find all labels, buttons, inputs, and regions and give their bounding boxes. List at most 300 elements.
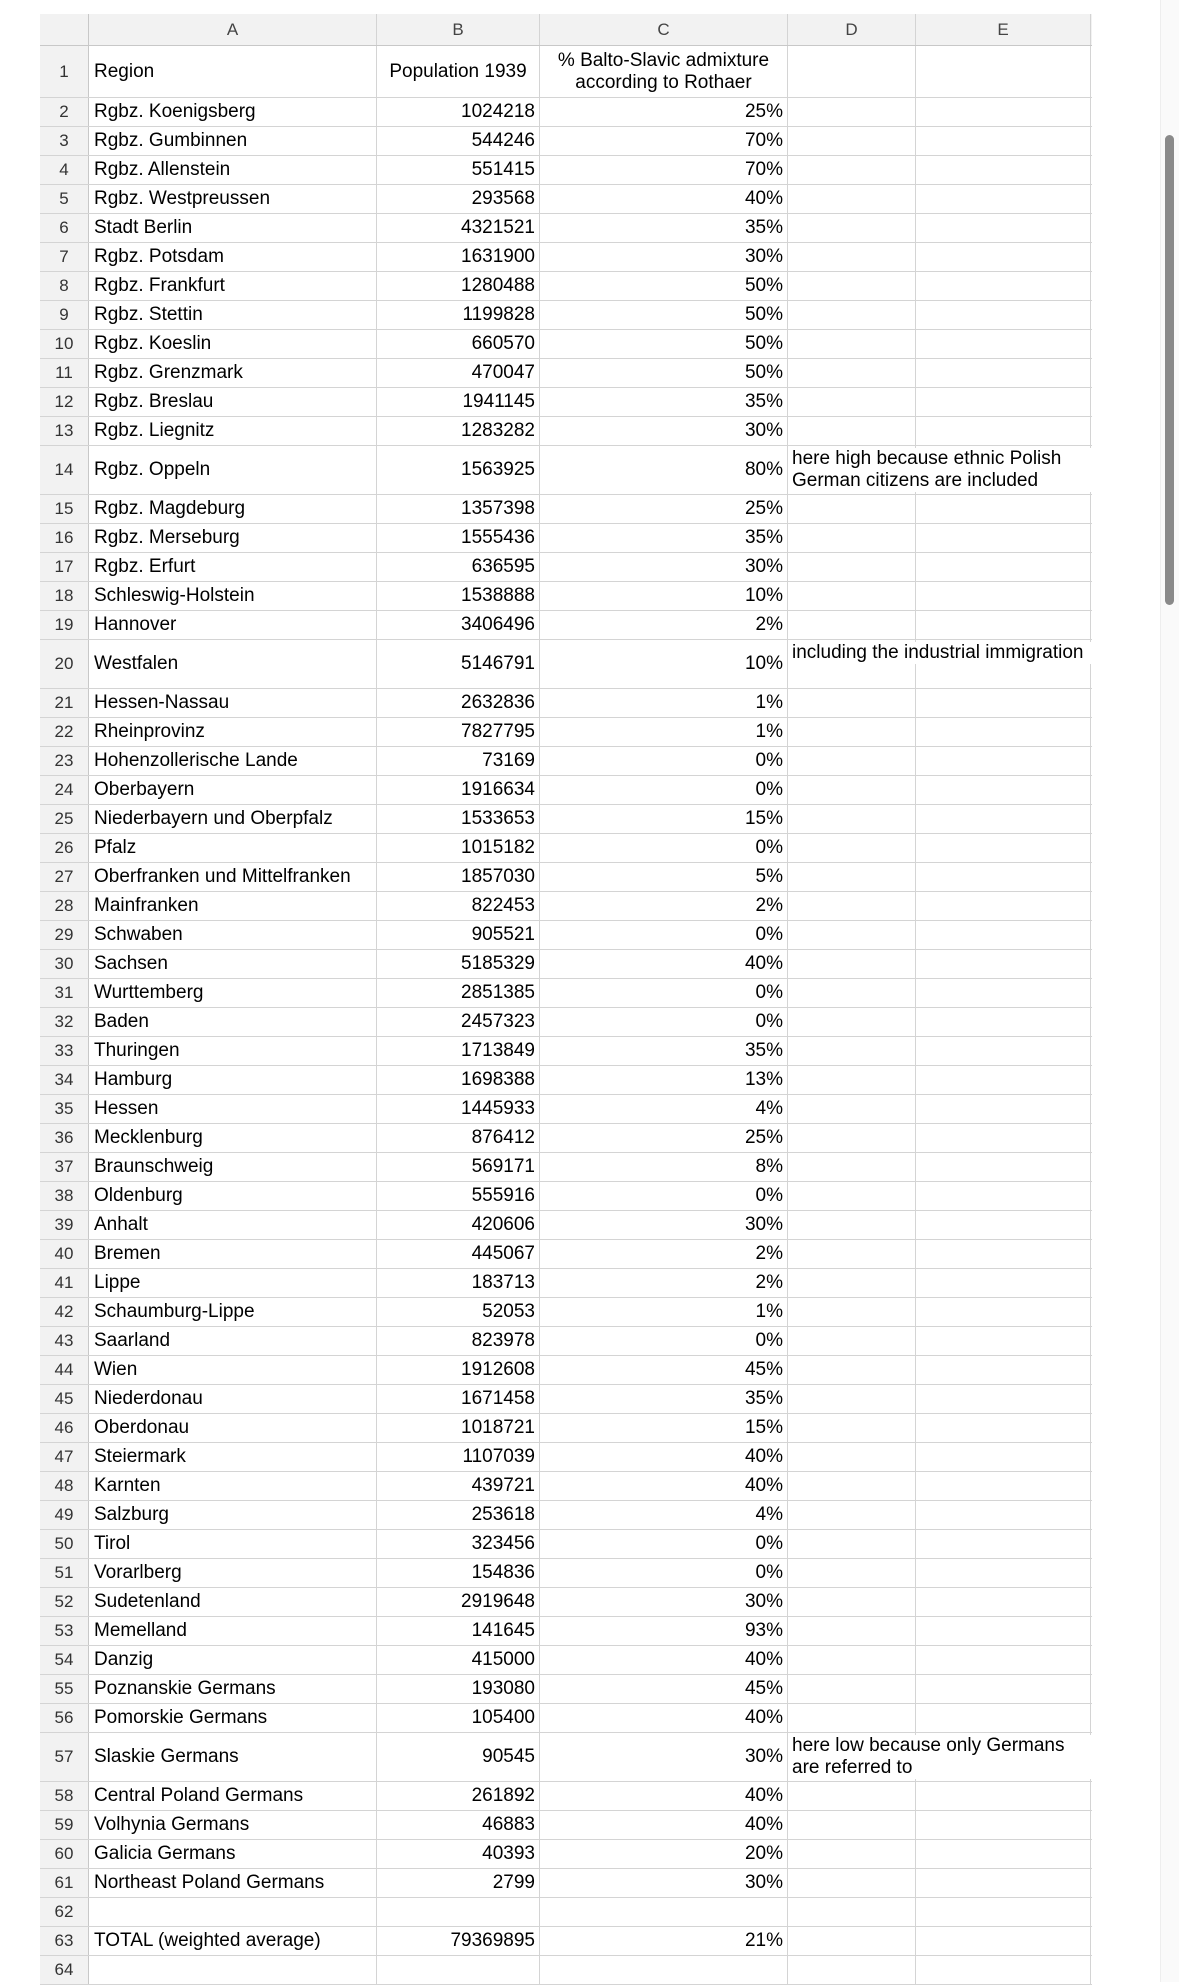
cell-admixture[interactable]: 35% [540,388,788,416]
cell-note[interactable] [788,156,916,184]
cell-population[interactable]: 3406496 [377,611,540,639]
cell-population[interactable]: 1563925 [377,446,540,494]
row-number[interactable]: 49 [40,1501,89,1529]
row-number[interactable]: 18 [40,582,89,610]
cell-admixture[interactable]: 35% [540,524,788,552]
cell-note[interactable] [788,1927,916,1955]
cell-note[interactable] [788,1356,916,1384]
cell-region[interactable]: Schaumburg-Lippe [89,1298,377,1326]
cell-admixture[interactable]: 0% [540,921,788,949]
cell-note[interactable] [788,185,916,213]
cell-e[interactable] [916,1037,1091,1065]
row-number[interactable]: 55 [40,1675,89,1703]
cell-note[interactable] [788,1733,1065,1781]
cell-region[interactable]: Wurttemberg [89,979,377,1007]
row-number[interactable]: 15 [40,495,89,523]
cell-admixture[interactable]: 25% [540,1124,788,1152]
cell-e[interactable] [916,892,1091,920]
row-number[interactable]: 22 [40,718,89,746]
cell-e[interactable] [916,1327,1091,1355]
cell-admixture-header[interactable]: % Balto-Slavic admixture according to Rothaer [540,46,788,97]
cell-population[interactable]: 1015182 [377,834,540,862]
cell-region[interactable]: Rgbz. Frankfurt [89,272,377,300]
cell-note[interactable] [788,1095,916,1123]
row-number[interactable]: 32 [40,1008,89,1036]
cell-e[interactable] [916,834,1091,862]
cell-note[interactable] [788,1675,916,1703]
cell-population[interactable]: 5185329 [377,950,540,978]
cell-region[interactable] [89,1898,377,1926]
cell-population[interactable]: 1533653 [377,805,540,833]
cell-admixture[interactable]: 2% [540,1240,788,1268]
cell-note[interactable] [788,1501,916,1529]
cell-population[interactable]: 154836 [377,1559,540,1587]
cell-e[interactable] [916,417,1091,445]
cell-population[interactable]: 1941145 [377,388,540,416]
row-number[interactable]: 4 [40,156,89,184]
cell-region[interactable]: Central Poland Germans [89,1782,377,1810]
cell-note[interactable] [788,301,916,329]
cell-population[interactable]: 46883 [377,1811,540,1839]
cell-e[interactable] [916,1588,1091,1616]
cell-admixture[interactable]: 10% [540,640,788,688]
cell-population[interactable]: 415000 [377,1646,540,1674]
cell-population[interactable]: 323456 [377,1530,540,1558]
cell-e[interactable] [916,1782,1091,1810]
cell-note[interactable] [788,243,916,271]
row-number[interactable]: 27 [40,863,89,891]
cell-admixture[interactable]: 0% [540,776,788,804]
cell-note[interactable] [788,718,916,746]
cell-population[interactable] [377,1898,540,1926]
row-number[interactable]: 57 [40,1733,89,1781]
column-header-e[interactable]: E [916,14,1091,45]
cell-region[interactable]: Saarland [89,1327,377,1355]
cell-e[interactable] [916,301,1091,329]
cell-population[interactable]: 1445933 [377,1095,540,1123]
cell-admixture[interactable]: 93% [540,1617,788,1645]
cell-note[interactable] [788,747,916,775]
cell-admixture[interactable]: 30% [540,417,788,445]
cell-note[interactable] [788,640,1084,688]
cell-note[interactable] [788,1066,916,1094]
cell-e[interactable] [916,1095,1091,1123]
cell-e[interactable] [916,524,1091,552]
cell-region[interactable]: Baden [89,1008,377,1036]
row-number[interactable]: 59 [40,1811,89,1839]
cell-admixture[interactable]: 8% [540,1153,788,1181]
cell-population[interactable]: 1555436 [377,524,540,552]
row-number[interactable]: 43 [40,1327,89,1355]
cell-region[interactable]: Rgbz. Grenzmark [89,359,377,387]
cell-region[interactable]: Slaskie Germans [89,1733,377,1781]
cell-admixture[interactable]: 0% [540,1182,788,1210]
row-number[interactable]: 29 [40,921,89,949]
cell-admixture[interactable]: 10% [540,582,788,610]
row-number[interactable]: 20 [40,640,89,688]
cell-region[interactable]: Rgbz. Breslau [89,388,377,416]
cell-e[interactable] [916,1530,1091,1558]
cell-population[interactable]: 52053 [377,1298,540,1326]
cell-e[interactable] [916,1559,1091,1587]
cell-region[interactable]: Wien [89,1356,377,1384]
cell-region[interactable]: Pfalz [89,834,377,862]
cell-note[interactable] [788,1269,916,1297]
cell-region[interactable]: Pomorskie Germans [89,1704,377,1732]
cell-population[interactable] [377,1956,540,1984]
cell-admixture[interactable]: 40% [540,1646,788,1674]
cell-note[interactable] [788,892,916,920]
cell-admixture[interactable]: 15% [540,805,788,833]
cell-e[interactable] [916,718,1091,746]
cell-admixture[interactable]: 40% [540,1782,788,1810]
cell-admixture[interactable]: 25% [540,98,788,126]
cell-e[interactable] [916,1240,1091,1268]
cell-admixture[interactable]: 70% [540,127,788,155]
cell-e[interactable] [916,98,1091,126]
cell-population[interactable]: 253618 [377,1501,540,1529]
row-number[interactable]: 56 [40,1704,89,1732]
row-number[interactable]: 62 [40,1898,89,1926]
cell-population[interactable]: 876412 [377,1124,540,1152]
row-number[interactable]: 3 [40,127,89,155]
cell-region[interactable]: Northeast Poland Germans [89,1869,377,1897]
row-number[interactable]: 13 [40,417,89,445]
cell-note[interactable] [788,1124,916,1152]
row-number[interactable]: 12 [40,388,89,416]
cell-population[interactable]: 1912608 [377,1356,540,1384]
cell-population[interactable]: 1024218 [377,98,540,126]
cell-e[interactable] [916,1356,1091,1384]
cell-region[interactable]: Hannover [89,611,377,639]
vertical-scrollbar[interactable] [1160,0,1179,1982]
cell-admixture[interactable]: 5% [540,863,788,891]
cell-population[interactable]: 183713 [377,1269,540,1297]
cell-admixture[interactable]: 80% [540,446,788,494]
cell-population[interactable]: 551415 [377,156,540,184]
cell-region[interactable]: Rgbz. Gumbinnen [89,127,377,155]
cell-e[interactable] [916,1646,1091,1674]
cell-region-header[interactable]: Region [89,46,377,97]
cell-region[interactable]: Poznanskie Germans [89,1675,377,1703]
row-number[interactable]: 63 [40,1927,89,1955]
cell-note[interactable] [788,1956,916,1984]
cell-population[interactable]: 2851385 [377,979,540,1007]
cell-e[interactable] [916,388,1091,416]
cell-region[interactable]: Oberfranken und Mittelfranken [89,863,377,891]
cell-population[interactable]: 823978 [377,1327,540,1355]
cell-population[interactable]: 2457323 [377,1008,540,1036]
cell-admixture[interactable]: 40% [540,185,788,213]
cell-note[interactable] [788,1211,916,1239]
cell-region[interactable]: Sachsen [89,950,377,978]
cell-region[interactable] [89,1956,377,1984]
row-number[interactable]: 36 [40,1124,89,1152]
cell-e[interactable] [916,1211,1091,1239]
cell-region[interactable]: Schleswig-Holstein [89,582,377,610]
cell-population[interactable]: 1713849 [377,1037,540,1065]
row-number[interactable]: 21 [40,689,89,717]
cell-e[interactable] [916,776,1091,804]
row-number[interactable]: 16 [40,524,89,552]
cell-admixture[interactable]: 35% [540,1037,788,1065]
cell-admixture[interactable]: 35% [540,1385,788,1413]
cell-note[interactable] [788,611,916,639]
cell-population[interactable]: 2632836 [377,689,540,717]
cell-note[interactable] [788,553,916,581]
cell-admixture[interactable]: 40% [540,1443,788,1471]
cell-note[interactable] [788,446,1062,494]
cell-population[interactable]: 1698388 [377,1066,540,1094]
cell-region[interactable]: Mecklenburg [89,1124,377,1152]
cell-admixture[interactable]: 40% [540,950,788,978]
cell-note[interactable] [788,1617,916,1645]
row-number[interactable]: 6 [40,214,89,242]
cell-region[interactable]: Hohenzollerische Lande [89,747,377,775]
row-number[interactable]: 10 [40,330,89,358]
cell-admixture[interactable]: 25% [540,495,788,523]
cell-note[interactable] [788,689,916,717]
row-number[interactable]: 45 [40,1385,89,1413]
cell-e[interactable] [916,1956,1091,1984]
cell-e[interactable] [916,243,1091,271]
cell-note[interactable] [788,495,916,523]
row-number[interactable]: 24 [40,776,89,804]
cell-note[interactable] [788,1704,916,1732]
cell-note[interactable] [788,388,916,416]
cell-population[interactable]: 1631900 [377,243,540,271]
cell-admixture[interactable]: 0% [540,1327,788,1355]
cell-d[interactable] [788,46,916,97]
cell-note[interactable] [788,1530,916,1558]
cell-admixture[interactable]: 1% [540,718,788,746]
cell-e[interactable] [916,1269,1091,1297]
cell-note[interactable] [788,1298,916,1326]
cell-region[interactable]: Rgbz. Allenstein [89,156,377,184]
cell-e[interactable] [916,1182,1091,1210]
cell-note[interactable] [788,1414,916,1442]
cell-e[interactable] [916,214,1091,242]
cell-e[interactable] [916,1675,1091,1703]
cell-admixture[interactable]: 40% [540,1472,788,1500]
cell-region[interactable]: Stadt Berlin [89,214,377,242]
row-number[interactable]: 31 [40,979,89,1007]
cell-population[interactable]: 660570 [377,330,540,358]
cell-population[interactable]: 40393 [377,1840,540,1868]
cell-admixture[interactable]: 0% [540,1559,788,1587]
cell-population[interactable]: 73169 [377,747,540,775]
row-number[interactable]: 58 [40,1782,89,1810]
cell-note[interactable] [788,1782,916,1810]
cell-region[interactable]: Rgbz. Liegnitz [89,417,377,445]
row-number[interactable]: 60 [40,1840,89,1868]
cell-region[interactable]: Steiermark [89,1443,377,1471]
cell-e[interactable] [916,1472,1091,1500]
cell-population[interactable]: 193080 [377,1675,540,1703]
cell-note[interactable] [788,1559,916,1587]
cell-region[interactable]: Hamburg [89,1066,377,1094]
cell-population[interactable]: 5146791 [377,640,540,688]
cell-population[interactable]: 79369895 [377,1927,540,1955]
cell-region[interactable]: Lippe [89,1269,377,1297]
cell-admixture[interactable]: 13% [540,1066,788,1094]
cell-e[interactable] [916,582,1091,610]
cell-note[interactable] [788,950,916,978]
cell-note[interactable] [788,330,916,358]
cell-admixture[interactable]: 35% [540,214,788,242]
cell-admixture[interactable]: 30% [540,1733,788,1781]
cell-admixture[interactable]: 0% [540,1008,788,1036]
cell-note[interactable] [788,979,916,1007]
row-number[interactable]: 39 [40,1211,89,1239]
cell-region[interactable]: Hessen [89,1095,377,1123]
cell-e[interactable] [916,1811,1091,1839]
cell-e[interactable] [916,1927,1091,1955]
cell-region[interactable]: Bremen [89,1240,377,1268]
cell-note[interactable] [788,1898,916,1926]
column-header-b[interactable]: B [377,14,540,45]
cell-population[interactable]: 4321521 [377,214,540,242]
cell-region[interactable]: Rheinprovinz [89,718,377,746]
cell-population[interactable]: 1199828 [377,301,540,329]
row-number[interactable]: 26 [40,834,89,862]
cell-note[interactable] [788,834,916,862]
cell-note[interactable] [788,127,916,155]
cell-region[interactable]: Rgbz. Oppeln [89,446,377,494]
cell-admixture[interactable]: 70% [540,156,788,184]
row-number[interactable]: 25 [40,805,89,833]
cell-region[interactable]: Schwaben [89,921,377,949]
cell-population[interactable]: 90545 [377,1733,540,1781]
cell-e[interactable] [916,1840,1091,1868]
cell-region[interactable]: Rgbz. Koenigsberg [89,98,377,126]
cell-population[interactable]: 293568 [377,185,540,213]
select-all-corner[interactable] [40,14,89,45]
cell-note[interactable] [788,272,916,300]
cell-admixture[interactable] [540,1956,788,1984]
cell-population[interactable]: 636595 [377,553,540,581]
cell-region[interactable]: Karnten [89,1472,377,1500]
cell-note[interactable] [788,1646,916,1674]
cell-region[interactable]: Volhynia Germans [89,1811,377,1839]
row-number[interactable]: 53 [40,1617,89,1645]
cell-note[interactable] [788,1240,916,1268]
cell-population[interactable]: 555916 [377,1182,540,1210]
cell-region[interactable]: Rgbz. Westpreussen [89,185,377,213]
cell-region[interactable]: Oberbayern [89,776,377,804]
cell-population[interactable]: 1857030 [377,863,540,891]
cell-note[interactable] [788,1385,916,1413]
cell-note[interactable] [788,524,916,552]
cell-admixture[interactable]: 50% [540,330,788,358]
cell-admixture[interactable]: 4% [540,1095,788,1123]
cell-region[interactable]: Braunschweig [89,1153,377,1181]
row-number[interactable]: 23 [40,747,89,775]
cell-e[interactable] [916,1704,1091,1732]
cell-population-header[interactable]: Population 1939 [377,46,540,97]
cell-e[interactable] [916,185,1091,213]
cell-e[interactable] [916,747,1091,775]
cell-e[interactable] [916,1385,1091,1413]
cell-e[interactable] [916,330,1091,358]
cell-population[interactable]: 470047 [377,359,540,387]
cell-population[interactable]: 569171 [377,1153,540,1181]
cell-e[interactable] [916,1066,1091,1094]
row-number[interactable]: 2 [40,98,89,126]
cell-e[interactable] [916,127,1091,155]
row-number[interactable]: 34 [40,1066,89,1094]
cell-admixture[interactable]: 20% [540,1840,788,1868]
row-number[interactable]: 5 [40,185,89,213]
column-header-a[interactable]: A [89,14,377,45]
row-number[interactable]: 28 [40,892,89,920]
cell-admixture[interactable]: 45% [540,1356,788,1384]
cell-population[interactable]: 420606 [377,1211,540,1239]
cell-admixture[interactable]: 30% [540,243,788,271]
row-number[interactable]: 51 [40,1559,89,1587]
row-number[interactable]: 48 [40,1472,89,1500]
cell-note[interactable] [788,214,916,242]
cell-population[interactable]: 2919648 [377,1588,540,1616]
cell-note[interactable] [788,863,916,891]
row-number[interactable]: 17 [40,553,89,581]
cell-note[interactable] [788,1811,916,1839]
cell-admixture[interactable]: 30% [540,553,788,581]
cell-region[interactable]: Galicia Germans [89,1840,377,1868]
cell-e[interactable] [916,863,1091,891]
row-number[interactable]: 50 [40,1530,89,1558]
cell-region[interactable]: Sudetenland [89,1588,377,1616]
cell-note[interactable] [788,1869,916,1897]
cell-region[interactable]: Rgbz. Koeslin [89,330,377,358]
cell-e[interactable] [916,921,1091,949]
cell-admixture[interactable]: 1% [540,689,788,717]
cell-population[interactable]: 1280488 [377,272,540,300]
cell-region[interactable]: Westfalen [89,640,377,688]
cell-admixture[interactable] [540,1898,788,1926]
cell-population[interactable]: 105400 [377,1704,540,1732]
row-number[interactable]: 38 [40,1182,89,1210]
row-number[interactable]: 40 [40,1240,89,1268]
cell-note[interactable] [788,359,916,387]
row-number[interactable]: 8 [40,272,89,300]
cell-e[interactable] [916,805,1091,833]
row-number[interactable]: 1 [40,46,89,97]
cell-region[interactable]: Oberdonau [89,1414,377,1442]
cell-e[interactable] [916,1298,1091,1326]
cell-e[interactable] [916,1124,1091,1152]
row-number[interactable]: 61 [40,1869,89,1897]
cell-admixture[interactable]: 21% [540,1927,788,1955]
cell-admixture[interactable]: 40% [540,1704,788,1732]
cell-population[interactable]: 7827795 [377,718,540,746]
cell-e[interactable] [916,979,1091,1007]
row-number[interactable]: 52 [40,1588,89,1616]
cell-e[interactable] [916,1414,1091,1442]
cell-admixture[interactable]: 30% [540,1869,788,1897]
cell-population[interactable]: 1671458 [377,1385,540,1413]
cell-population[interactable]: 822453 [377,892,540,920]
row-number[interactable]: 14 [40,446,89,494]
cell-note[interactable] [788,1472,916,1500]
cell-note[interactable] [788,805,916,833]
row-number[interactable]: 35 [40,1095,89,1123]
scrollbar-thumb[interactable] [1165,135,1174,605]
cell-admixture[interactable]: 40% [540,1811,788,1839]
cell-note[interactable] [788,1008,916,1036]
row-number[interactable]: 7 [40,243,89,271]
cell-e[interactable] [916,553,1091,581]
